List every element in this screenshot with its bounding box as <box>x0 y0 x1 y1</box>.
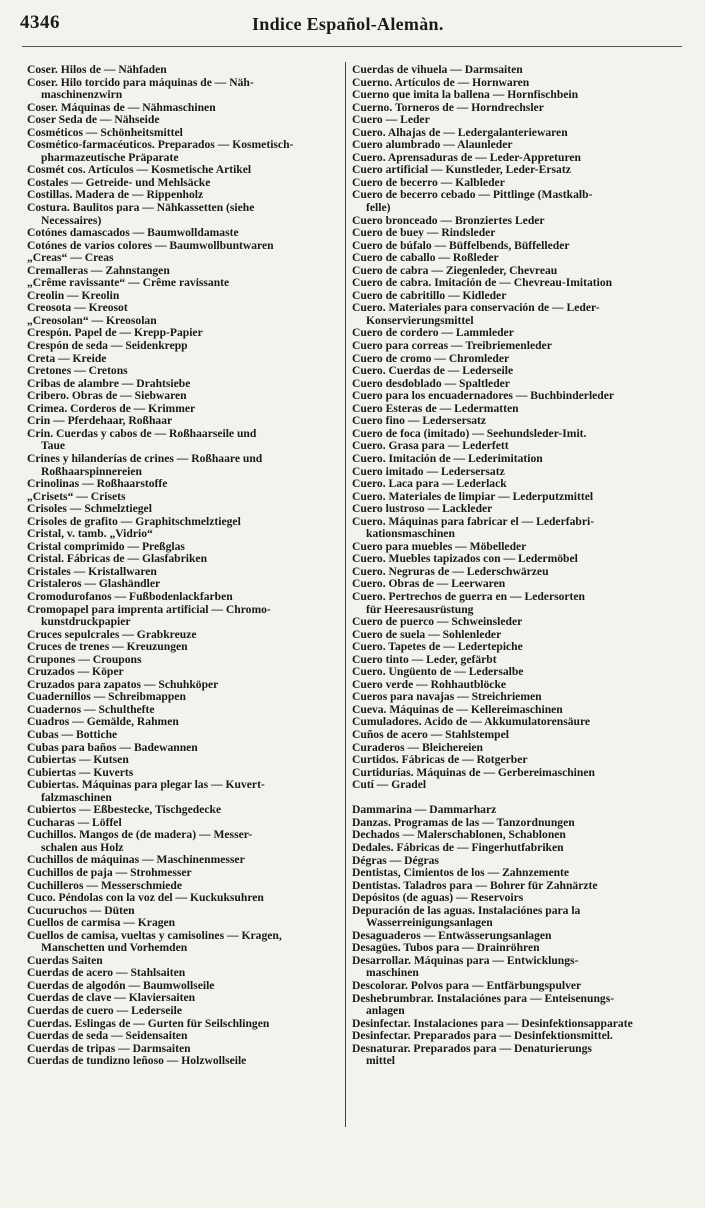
index-entry: Cuero de caballo — Roßleder <box>352 252 499 265</box>
index-entry: „Creosolan“ — Kreosolan <box>27 314 157 327</box>
index-entry: Cotónes damascados — Baumwolldamaste <box>27 227 239 240</box>
index-entry: Cuchillos de máquinas — Maschinenmesser <box>27 854 245 867</box>
index-entry: Cuellos de carmisa — Kragen <box>27 917 176 930</box>
index-entry-continuation: felle) <box>366 202 391 215</box>
index-entry: Cuchillos. Mangos de (de madera) — Messer- <box>27 829 253 842</box>
index-entry: Cuero para correas — Treibriemenleder <box>352 340 552 353</box>
page-title: Indice Español-Alemàn. <box>252 14 444 34</box>
index-entry: Dentistas. Taladros para — Bohrer für Zahnärzte <box>352 879 598 892</box>
index-entry: Curaderos — Bleichereien <box>352 741 483 754</box>
index-entry: Cuero de búfalo — Büffelbends, Büffelleder <box>352 239 570 252</box>
index-entry: Cuero para muebles — Möbelleder <box>352 540 527 553</box>
index-entry: Cuero artificial — Kunstleder, Leder-Ersatz <box>352 164 571 177</box>
index-entry-continuation: Wasserreinigungsanlagen <box>366 917 493 930</box>
index-entry: Desagües. Tubos para — Drainröhren <box>352 942 540 955</box>
index-entry: Cribas de alambre — Drahtsiebe <box>27 377 191 390</box>
index-entry-continuation: falzmaschinen <box>41 791 112 804</box>
index-entry-continuation: anlagen <box>366 1005 405 1018</box>
index-entry-continuation: maschinenzwirn <box>41 89 123 102</box>
index-entry: Dammarina — Dammarharz <box>352 804 497 817</box>
index-entry: Costales — Getreide- und Mehlsäcke <box>27 176 211 189</box>
index-entry-continuation: kationsmaschinen <box>366 528 455 541</box>
index-entry: Cubas para baños — Badewannen <box>27 741 198 754</box>
index-entry: Cribero. Obras de — Siebwaren <box>27 390 187 403</box>
index-entry: Cuero. Tapetes de — Ledertepiche <box>352 641 523 654</box>
index-entry: Cuerdas de cuero — Lederseile <box>27 1005 182 1018</box>
column-divider <box>345 62 346 1127</box>
index-entry: Dedales. Fábricas de — Fingerhutfabriken <box>352 841 564 854</box>
index-entry: Cuerno que imita la ballena — Hornfischbein <box>352 89 579 102</box>
index-entry: Cuellos de camisa, vueltas y camisolines — Kragen, <box>27 929 282 942</box>
index-entry-continuation: Konservierungsmittel <box>366 314 474 327</box>
index-entry-continuation: für Heeresausrüstung <box>366 603 474 616</box>
index-entry: Cuero verde — Rohhautblöcke <box>352 678 507 691</box>
index-entry: Crespón. Papel de — Krepp-Papier <box>27 327 203 340</box>
index-entry: Cuero de suela — Sohlenleder <box>352 628 502 641</box>
index-entry: Cuero. Pertrechos de guerra en — Ledersorten <box>352 590 585 603</box>
index-entry: Depuración de las aguas. Instalaciónes para la <box>352 904 581 917</box>
index-entry-continuation: Necessaires) <box>41 214 102 227</box>
section-gap <box>352 792 670 805</box>
index-entry: Cuero alumbrado — Alaunleder <box>352 139 513 152</box>
index-entry: Cretones — Cretons <box>27 365 128 378</box>
index-entry: Cristaleros — Glashändler <box>27 578 161 591</box>
left-column <box>27 64 347 1068</box>
index-entry: „Creas“ — Creas <box>27 252 114 265</box>
index-entry: Crinolinas — Roßhaarstoffe <box>27 478 168 491</box>
index-entry: Cuero de becerro — Kalbleder <box>352 176 505 189</box>
index-entry-continuation: Roßhaarspinnereien <box>41 465 142 478</box>
index-entry: Cuero imitado — Ledersersatz <box>352 465 505 478</box>
index-entry: Cruzados — Köper <box>27 666 124 679</box>
index-entry: Desinfectar. Instalaciones para — Desinfektionsapparate <box>352 1017 633 1030</box>
index-entry: Cuchilleros — Messerschmiede <box>27 879 182 892</box>
header-rule <box>22 46 682 47</box>
index-entry: Cromopapel para imprenta artificial — Chromo- <box>27 603 271 616</box>
index-entry: Cuerdas de acero — Stahlsaiten <box>27 967 186 980</box>
index-entry-continuation: schalen aus Holz <box>41 841 124 854</box>
index-entry: Cuero lustroso — Lackleder <box>352 503 493 516</box>
index-entry: Cutí — Gradel <box>352 779 427 792</box>
index-entry: Cuero. Obras de — Leerwaren <box>352 578 506 591</box>
index-entry: Cuerno. Torneros de — Horndrechsler <box>352 101 544 114</box>
index-entry: Cuero fino — Ledersersatz <box>352 415 487 428</box>
index-entry: Crin. Cuerdas y cabos de — Roßhaarseile und <box>27 427 257 440</box>
index-entry: Cuadernillos — Schreibmappen <box>27 691 186 704</box>
index-entry: Cubiertas — Kutsen <box>27 754 129 767</box>
index-entry: Cubiertas. Máquinas para plegar las — Kuvert- <box>27 779 265 792</box>
index-entry: Cuero desdoblado — Spaltleder <box>352 377 510 390</box>
index-entry: Descolorar. Polvos para — Entfärbungspulver <box>352 979 582 992</box>
index-entry: Depósitos (de aguas) — Reservoirs <box>352 892 524 905</box>
index-entry: Cristales — Kristallwaren <box>27 565 157 578</box>
index-entry: Cuchillos de paja — Strohmesser <box>27 867 192 879</box>
index-entry: Crines y hilanderías de crines — Roßhaare und <box>27 452 263 465</box>
index-entry: Dégras — Dégras <box>352 854 439 867</box>
page-header <box>0 12 705 40</box>
index-entry: Cuero de puerco — Schweinsleder <box>352 616 523 629</box>
index-entry: Crimea. Corderos de — Krimmer <box>27 402 196 415</box>
index-entry: Cuero de cromo — Chromleder <box>352 352 510 365</box>
index-entry: Costillas. Madera de — Rippenholz <box>27 189 204 202</box>
index-entry: Cruces de trenes — Kreuzungen <box>27 641 188 654</box>
index-entry: Cuerdas de clave — Klaviersaiten <box>27 992 196 1005</box>
index-entry: Cuerdas de tripas — Darmsaiten <box>27 1042 191 1055</box>
index-entry: Cuero tinto — Leder, gefärbt <box>352 653 497 666</box>
index-entry: Creolin — Kreolin <box>27 289 120 302</box>
index-entry: Cruzados para zapatos — Schuhköper <box>27 678 219 691</box>
index-entry: Creta — Kreide <box>27 352 107 365</box>
index-entry-continuation: Taue <box>41 440 66 453</box>
index-entry: Cucuruchos — Düten <box>27 904 135 917</box>
index-entry-continuation: mittel <box>366 1055 395 1068</box>
index-entry: Creosota — Kreosot <box>27 302 128 315</box>
index-entry-continuation: pharmazeutische Präparate <box>41 151 179 164</box>
index-entry: Crisoles — Schmelztiegel <box>27 503 152 516</box>
index-entry: Cuero de cabra. Imitación de — Chevreau-Imitation <box>352 277 613 290</box>
index-entry: Cuero Esteras de — Ledermatten <box>352 402 519 415</box>
index-entry: Cuero bronceado — Bronziertes Leder <box>352 214 545 227</box>
index-entry: Cucharas — Löffel <box>27 816 122 829</box>
index-entry: Cuero. Alhajas de — Ledergalanteriewaren <box>352 126 568 139</box>
index-entry: „Crême ravissante“ — Crême ravissante <box>27 277 230 290</box>
index-entry: Cosmét cos. Artículos — Kosmetische Artikel <box>27 164 252 177</box>
index-entry: Cristal comprimido — Preßglas <box>27 540 185 553</box>
index-entry: Cruces sepulcrales — Grabkreuze <box>27 628 197 641</box>
index-entry: Cubas — Bottiche <box>27 728 118 741</box>
index-entry: Cueva. Máquinas de — Kellereimaschinen <box>352 703 563 716</box>
index-entry: Crupones — Croupons <box>27 653 142 666</box>
index-entry: Cuero — Leder <box>352 114 430 127</box>
index-entry: Dentistas, Cimientos de los — Zahnzemente <box>352 867 570 880</box>
index-entry: Cuero. Muebles tapizados con — Ledermöbel <box>352 553 578 566</box>
index-entry: Desnaturar. Preparados para — Denaturierungs <box>352 1042 592 1055</box>
index-entry: Cuerdas de algodón — Baumwollseile <box>27 979 215 992</box>
index-entry: Cuerdas de vihuela — Darmsaiten <box>352 64 523 76</box>
index-entry: Cubiertas — Kuverts <box>27 766 134 779</box>
index-entry: Cuero. Aprensaduras de — Leder-Appreturen <box>352 151 581 164</box>
index-entry: Desarrollar. Máquinas para — Entwicklungs- <box>352 954 579 967</box>
index-entry: Cuños de acero — Stahlstempel <box>352 728 509 741</box>
index-entry: Cuero. Grasa para — Lederfett <box>352 440 509 453</box>
index-entry: Cuero de buey — Rindsleder <box>352 227 496 240</box>
index-entry: Cremalleras — Zahnstangen <box>27 264 170 277</box>
index-entry: Desaguaderos — Entwässerungsanlagen <box>352 929 552 942</box>
index-entry: Crespón de seda — Seidenkrepp <box>27 340 188 353</box>
index-entry: Cosméticos — Schönheitsmittel <box>27 126 183 139</box>
index-entry: Coser. Máquinas de — Nähmaschinen <box>27 101 216 114</box>
index-entry: Cuero. Ungüento de — Ledersalbe <box>352 666 524 679</box>
index-entry: Cuero. Imitación de — Lederimitation <box>352 452 543 465</box>
index-entry: Cuero. Materiales de limpiar — Lederputzmittel <box>352 490 594 503</box>
index-entry: Cuero. Materiales para conservación de — Leder- <box>352 302 600 315</box>
index-entry-continuation: Manschetten und Vorhemden <box>41 942 188 955</box>
index-entry: Cosmético-farmacéuticos. Preparados — Kosmetisch- <box>27 139 294 152</box>
index-entry: Cristal. Fábricas de — Glasfabriken <box>27 553 208 566</box>
index-entry-continuation: kunstdruckpapier <box>41 616 131 629</box>
index-entry: Cuero de cordero — Lammleder <box>352 327 514 340</box>
index-entry: Cromodurofanos — Fußbodenlackfarben <box>27 590 233 603</box>
index-entry: Cotónes de varios colores — Baumwollbuntwaren <box>27 239 274 252</box>
index-entry: Danzas. Programas de las — Tanzordnungen <box>352 816 575 829</box>
index-entry: Curtidurías. Máquinas de — Gerbereimaschinen <box>352 766 595 779</box>
index-entry: Cuero. Laca para — Lederlack <box>352 478 507 491</box>
index-entry: „Crisets“ — Crisets <box>27 490 126 503</box>
page-number: 4346 <box>20 12 60 33</box>
index-entry: Cuero de foca (imitado) — Seehundsleder-Imit. <box>352 427 587 440</box>
index-entry: Coser. Hilo torcido para máquinas de — Näh- <box>27 76 254 89</box>
index-entry: Cubiertos — Eßbestecke, Tischgedecke <box>27 804 222 817</box>
index-entry: Cuco. Péndolas con la voz del — Kuckuksuhren <box>27 892 264 905</box>
index-entry: Cuerdas de seda — Seidensaiten <box>27 1030 188 1043</box>
index-entry: Cuerdas. Eslingas de — Gurten für Seilschlingen <box>27 1017 270 1030</box>
index-entry: Cuero de becerro cebado — Pittlinge (Mastkalb- <box>352 189 593 202</box>
index-entry: Cuero de cabra — Ziegenleder, Chevreau <box>352 264 558 277</box>
index-entry: Dechados — Malerschablonen, Schablonen <box>352 829 566 842</box>
index-entry: Cuerno. Artículos de — Hornwaren <box>352 76 530 89</box>
index-entry: Crin — Pferdehaar, Roßhaar <box>27 415 173 428</box>
index-entry: Coser. Hilos de — Nähfaden <box>27 64 167 76</box>
index-entry: Cuero. Cuerdas de — Lederseile <box>352 365 514 378</box>
index-entry: Cuero. Negruras de — Lederschwärzeu <box>352 565 549 578</box>
index-entry: Costura. Baulitos para — Nähkassetten (siehe <box>27 202 255 215</box>
index-entry: Coser Seda de — Nähseide <box>27 114 160 127</box>
index-entry: Desinfectar. Preparados para — Desinfektionsmittel. <box>352 1030 613 1043</box>
index-entry: Cumuladores. Acido de — Akkumulatorensäure <box>352 716 591 729</box>
right-column <box>352 64 670 1068</box>
index-entry: Cuero para los encuadernadores — Buchbinderleder <box>352 390 615 403</box>
index-entry: Cristal, v. tamb. „Vidrio“ <box>27 528 153 541</box>
index-entry: Cuerdas Saiten <box>27 954 103 967</box>
index-entry: Cuero. Máquinas para fabricar el — Lederfabri- <box>352 515 595 528</box>
index-entry: Cueros para navajas — Streichriemen <box>352 691 542 704</box>
index-entry: Crisoles de grafito — Graphitschmelztiegel <box>27 515 241 528</box>
index-entry: Cuadernos — Schulthefte <box>27 703 155 716</box>
index-entry: Deshebrumbrar. Instalaciónes para — Enteisenungs- <box>352 992 615 1005</box>
index-entry-continuation: maschinen <box>366 967 419 980</box>
index-entry: Cuero de cabritillo — Kidleder <box>352 289 507 302</box>
index-entry: Cuadros — Gemälde, Rahmen <box>27 716 179 729</box>
index-entry: Cuerdas de tundizno leñoso — Holzwollseile <box>27 1055 247 1068</box>
index-entry: Curtidos. Fábricas de — Rotgerber <box>352 754 528 767</box>
